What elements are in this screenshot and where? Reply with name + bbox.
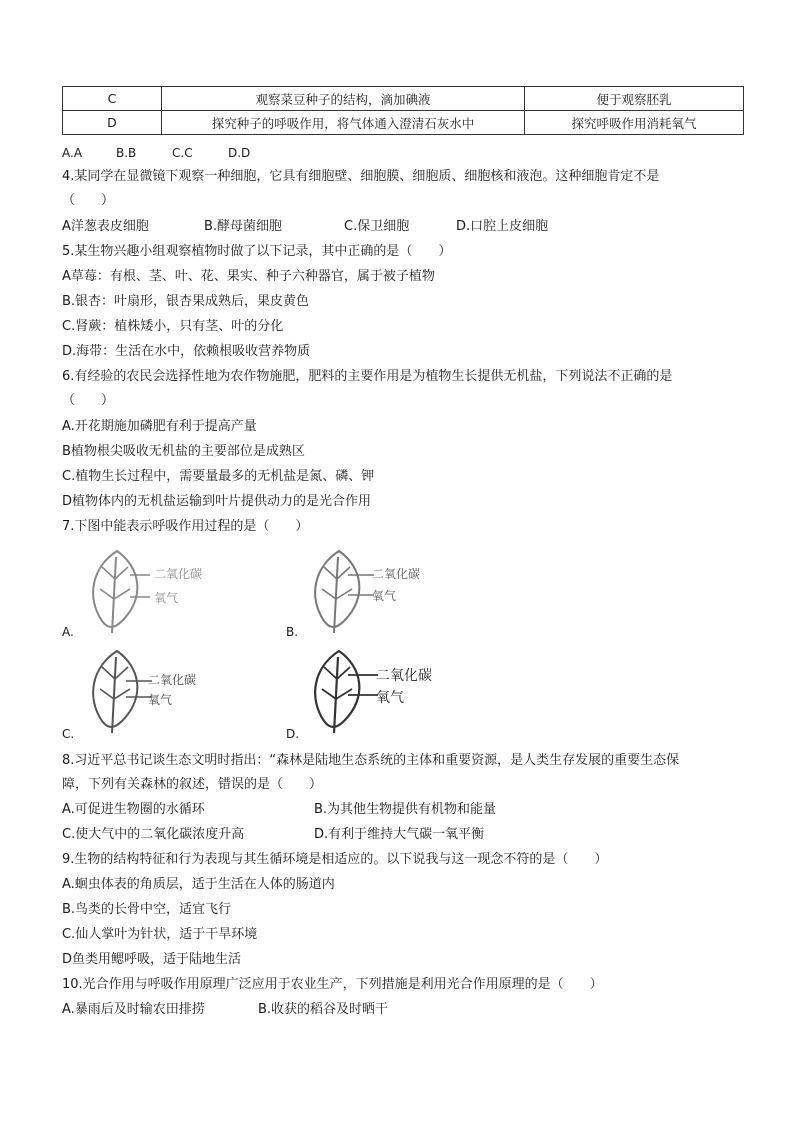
q5-option-a: A草莓：有根、茎、叶、花、果实、种子六种器官，属于被子植物 (62, 269, 435, 284)
fig-text-top: 二氧化碳 (372, 567, 421, 581)
option: D.有利于维持大气碳一氧平衡 (314, 827, 485, 842)
fig-text-bottom: 氧气 (154, 591, 179, 605)
fig-label: D. (286, 727, 300, 741)
q5-stem: 5.某生物兴趣小组观察植物时做了以下记录，其中正确的是（ ） (62, 244, 452, 259)
figure-b (286, 545, 486, 640)
q4-options (62, 218, 548, 236)
q8-stem-line2: 障，下列有关森林的叙述，错误的是（ ） (62, 777, 323, 792)
table-row (63, 111, 744, 135)
option: A洋葱表皮细胞 (62, 219, 149, 234)
option: B.酵母菌细胞 (204, 219, 283, 234)
q6-option-b: B植物根尖吸收无机盐的主要部位是成熟区 (62, 444, 305, 459)
fig-text-top: 二氧化碳 (376, 668, 432, 684)
q6-option-c: C.植物生长过程中，需要量最多的无机盐是氮、磷、钾 (62, 469, 375, 484)
leaf-icon (82, 645, 152, 735)
fig-label: A. (62, 625, 74, 639)
q10-stem: 10.光合作用与呼吸作用原理广泛应用于农业生产，下列措施是利用光合作用原理的是（ ） (62, 977, 603, 992)
table-cell: 观察菜豆种子的结构，滴加碘液 (162, 87, 525, 111)
q8-options-ab (62, 801, 496, 819)
q3-options (62, 144, 250, 162)
option: C.C (172, 146, 193, 160)
fig-label: B. (286, 625, 299, 639)
leaf-icon (304, 545, 374, 635)
option: D.口腔上皮细胞 (456, 219, 549, 234)
fig-text-top: 二氧化碳 (148, 673, 197, 687)
q9-option-d: D鱼类用鳃呼吸，适于陆地生活 (62, 952, 242, 967)
q4-stem: 4.某同学在显微镜下观察一种细胞，它具有细胞壁、细胞膜、细胞质、细胞核和液泡。这种细胞肯定不是 (62, 169, 660, 184)
fig-text-bottom: 氧气 (372, 589, 397, 603)
q8-options-cd (62, 826, 484, 844)
fig-label: C. (62, 727, 75, 741)
q8-stem-line1: 8.习近平总书记谈生态文明时指出：“森林是陆地生态系统的主体和重要资源，是人类生存发展的重要生态保 (62, 753, 680, 768)
leaf-icon (304, 645, 378, 735)
option: C.保卫细胞 (344, 219, 410, 234)
q10-options (62, 1001, 388, 1019)
option: B.收获的稻谷及时晒干 (258, 1002, 389, 1017)
q9-option-a: A.蛔虫体表的角质层，适于生活在人体的肠道内 (62, 877, 335, 892)
table-cell: 便于观察胚乳 (525, 87, 744, 111)
answer-table-container (62, 86, 746, 135)
q6-option-a: A.开花期施加磷肥有利于提高产量 (62, 419, 257, 434)
option: D.D (228, 146, 251, 160)
q9-option-b: B.鸟类的长骨中空，适宜飞行 (62, 902, 232, 917)
leaf-icon (82, 545, 152, 635)
q5-option-d: D.海带：生活在水中，依赖根吸收营养物质 (62, 344, 311, 359)
table-cell: C (63, 87, 162, 111)
table-cell: 探究呼吸作用消耗氧气 (525, 111, 744, 135)
table-cell: D (63, 111, 162, 135)
figure-c (62, 645, 262, 740)
table-cell: 探究种子的呼吸作用，将气体通入澄清石灰水中 (162, 111, 525, 135)
fig-text-bottom: 氧气 (376, 690, 404, 706)
fig-text-top: 二氧化碳 (154, 567, 203, 581)
q9-option-c: C.仙人掌叶为针状，适于干旱环境 (62, 927, 258, 942)
figure-d (286, 645, 486, 740)
figure-a (62, 545, 262, 640)
q7-stem: 7.下图中能表示呼吸作用过程的是（ ） (62, 519, 309, 534)
q6-option-d: D植物体内的无机盐运输到叶片提供动力的是光合作用 (62, 494, 372, 509)
q5-option-c: C.肾蕨：植株矮小，只有茎、叶的分化 (62, 319, 284, 334)
option: B.为其他生物提供有机物和能量 (314, 802, 497, 817)
option: A.可促进生物圈的水循环 (62, 802, 205, 817)
q6-stem: 6.有经验的农民会选择性地为农作物施肥，肥料的主要作用是为植物生长提供无机盐，下列说法不正确的是 (62, 369, 673, 384)
answer-table (62, 86, 744, 135)
option: A.A (62, 146, 83, 160)
option: B.B (116, 146, 137, 160)
q9-stem: 9.生物的结构特征和行为表现与其生循环境是相适应的。以下说我与这一现念不符的是（ ） (62, 852, 608, 867)
option: C.使大气中的二氧化碳浓度升高 (62, 827, 245, 842)
fig-text-bottom: 氧气 (148, 693, 173, 707)
option: A.暴雨后及时输农田排捞 (62, 1002, 205, 1017)
q4-paren: （ ） (62, 193, 115, 208)
q5-option-b: B.银杏：叶扇形，银杏果成熟后，果皮黄色 (62, 294, 310, 309)
q6-paren: （ ） (62, 393, 115, 408)
table-row (63, 87, 744, 111)
